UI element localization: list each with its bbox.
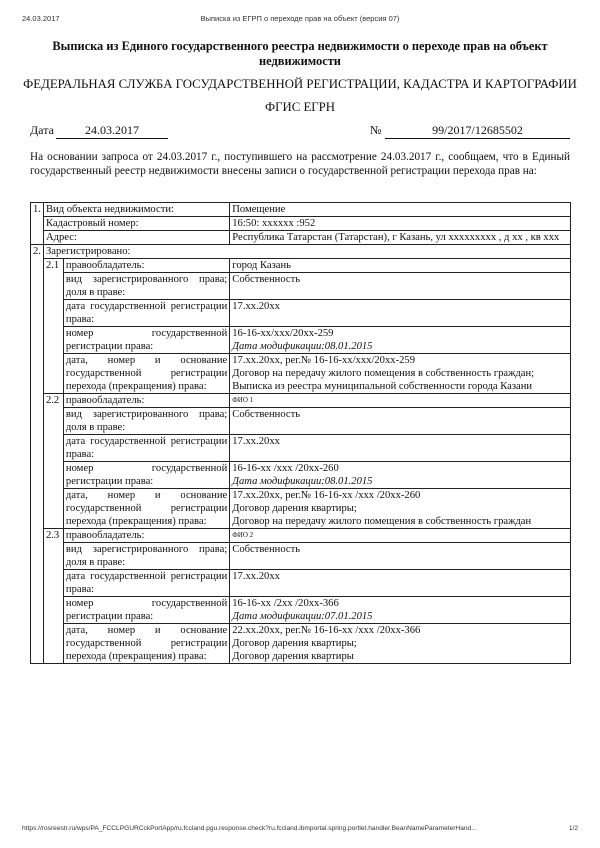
holder-label: правообладатель: xyxy=(63,529,229,543)
basis-label: дата, номер и основание государственной регистрации перехода (прекращения) права: xyxy=(63,624,229,664)
modification-date: Дата модификации:08.01.2015 xyxy=(232,341,373,352)
reg-number-value: 16-16-xx /xxx /20xx-260 xyxy=(232,463,339,474)
print-date: 24.03.2017 xyxy=(22,14,60,23)
object-type-row xyxy=(31,203,571,217)
cadastral-label: Кадастровый номер: xyxy=(43,217,229,231)
basis-document: Договор дарения квартиры; xyxy=(232,638,357,649)
reg-date-row xyxy=(31,570,571,597)
reg-date-label: дата государственной регистрации права: xyxy=(63,435,229,462)
basis-document: Договор на передачу жилого помещения в собственность граждан; xyxy=(232,368,535,379)
registry-table-body xyxy=(31,203,571,664)
basis-cell xyxy=(230,354,571,394)
object-section-number: 1. xyxy=(31,203,44,245)
reg-number-label: номер государственной регистрации права: xyxy=(63,462,229,489)
agency-name: ФЕДЕРАЛЬНАЯ СЛУЖБА ГОСУДАРСТВЕННОЙ РЕГИСТРАЦИИ, КАДАСТРА И КАРТОГРАФИИ xyxy=(23,77,577,91)
registry-table xyxy=(30,202,571,664)
basis-line: 17.xx.20xx, рег.№ 16-16-xx /xxx /20xx-260 xyxy=(232,490,421,501)
entry-number: 2.1 xyxy=(43,259,63,394)
basis-label: дата, номер и основание государственной регистрации перехода (прекращения) права: xyxy=(63,489,229,529)
entry-number: 2.3 xyxy=(43,529,63,664)
print-header xyxy=(22,14,578,26)
reg-number-cell xyxy=(230,462,571,489)
reg-date-value: 17.xx.20xx xyxy=(230,435,571,462)
right-type-value: Собственность xyxy=(230,273,571,300)
registered-spacer xyxy=(230,245,571,259)
intro-paragraph: На основании запроса от 24.03.2017 г., поступившего на рассмотрение 24.03.2017 г., сообщаем, что в Единый государственный реестр недвижимости внесены записи о государственной регистрации перехода прав на: xyxy=(30,151,570,177)
cadastral-row xyxy=(31,217,571,231)
date-number-row xyxy=(30,122,570,138)
system-name: ФГИС ЕГРН xyxy=(264,100,336,114)
reg-date-value: 17.xx.20xx xyxy=(230,300,571,327)
right-type-label: вид зарегистрированного права; доля в праве: xyxy=(63,273,229,300)
right-type-row xyxy=(31,408,571,435)
address-label: Адрес: xyxy=(43,231,229,245)
holder-value: ФИО 2 xyxy=(230,529,571,543)
right-type-value: Собственность xyxy=(230,543,571,570)
basis-document: Выписка из реестра муниципальной собственности города Казани xyxy=(232,381,533,392)
basis-row xyxy=(31,489,571,529)
basis-line: 22.xx.20xx, рег.№ 16-16-xx /xxx /20xx-366 xyxy=(232,625,421,636)
reg-date-label: дата государственной регистрации права: xyxy=(63,300,229,327)
print-title: Выписка из ЕГРП о переходе прав на объект (версия 07) xyxy=(200,14,400,23)
date-label: Дата xyxy=(30,123,54,137)
right-type-label: вид зарегистрированного права; доля в праве: xyxy=(63,408,229,435)
basis-cell xyxy=(230,489,571,529)
cadastral-value: 16:50: xxxxxx :952 xyxy=(230,217,571,231)
right-type-value: Собственность xyxy=(230,408,571,435)
entry-number: 2.2 xyxy=(43,394,63,529)
basis-document: Договор дарения квартиры xyxy=(232,651,354,662)
holder-label: правообладатель: xyxy=(63,259,229,273)
basis-cell xyxy=(230,624,571,664)
print-page: 1/2 xyxy=(568,825,578,832)
registered-label: Зарегистрировано: xyxy=(43,245,229,259)
reg-number-row xyxy=(31,462,571,489)
print-footer xyxy=(22,825,578,837)
modification-date: Дата модификации:07.01.2015 xyxy=(232,611,373,622)
reg-date-value: 17.xx.20xx xyxy=(230,570,571,597)
address-value: Республика Татарстан (Татарстан), г Казань, ул xxxxxxxxx , д xx , кв xxx xyxy=(230,231,571,245)
holder-row xyxy=(31,394,571,408)
document-title: Выписка из Единого государственного реестра недвижимости о переходе прав на объект недвижимости xyxy=(52,39,548,68)
holder-value: ФИО 1 xyxy=(230,394,571,408)
holder-row xyxy=(31,259,571,273)
reg-number-label: номер государственной регистрации права: xyxy=(63,327,229,354)
number-value: 99/2017/12685502 xyxy=(385,123,570,139)
object-type-label: Вид объекта недвижимости: xyxy=(43,203,229,217)
reg-number-value: 16-16-xx /2xx /20xx-366 xyxy=(232,598,339,609)
right-type-label: вид зарегистрированного права; доля в праве: xyxy=(63,543,229,570)
basis-document: Договор на передачу жилого помещения в собственность граждан xyxy=(232,516,532,527)
reg-date-label: дата государственной регистрации права: xyxy=(63,570,229,597)
reg-number-cell xyxy=(230,597,571,624)
registered-row xyxy=(31,245,571,259)
reg-number-cell xyxy=(230,327,571,354)
holder-label: правообладатель: xyxy=(63,394,229,408)
basis-row xyxy=(31,624,571,664)
print-url: https://rosreestr.ru/wps/PA_FCCLPGURCckPortApp/ru.fccland.pgu.response.check?ru.fccland.ibmportal.spring.portlet.handler.BeanNameParameterHand... xyxy=(22,825,477,832)
object-type-value: Помещение xyxy=(230,203,571,217)
right-type-row xyxy=(31,273,571,300)
right-type-row xyxy=(31,543,571,570)
basis-row xyxy=(31,354,571,394)
date-value: 24.03.2017 xyxy=(56,123,168,139)
holder-value: город Казань xyxy=(230,259,571,273)
number-label: № xyxy=(370,123,382,137)
reg-number-row xyxy=(31,327,571,354)
modification-date: Дата модификации:08.01.2015 xyxy=(232,476,373,487)
address-row xyxy=(31,231,571,245)
reg-number-row xyxy=(31,597,571,624)
reg-number-value: 16-16-xx/xxx/20xx-259 xyxy=(232,328,334,339)
reg-number-label: номер государственной регистрации права: xyxy=(63,597,229,624)
reg-date-row xyxy=(31,300,571,327)
basis-line: 17.xx.20xx, рег.№ 16-16-xx/xxx/20xx-259 xyxy=(232,355,415,366)
holder-row xyxy=(31,529,571,543)
basis-label: дата, номер и основание государственной регистрации перехода (прекращения) права: xyxy=(63,354,229,394)
reg-date-row xyxy=(31,435,571,462)
basis-document: Договор дарения квартиры; xyxy=(232,503,357,514)
registered-section-number: 2. xyxy=(31,245,44,664)
